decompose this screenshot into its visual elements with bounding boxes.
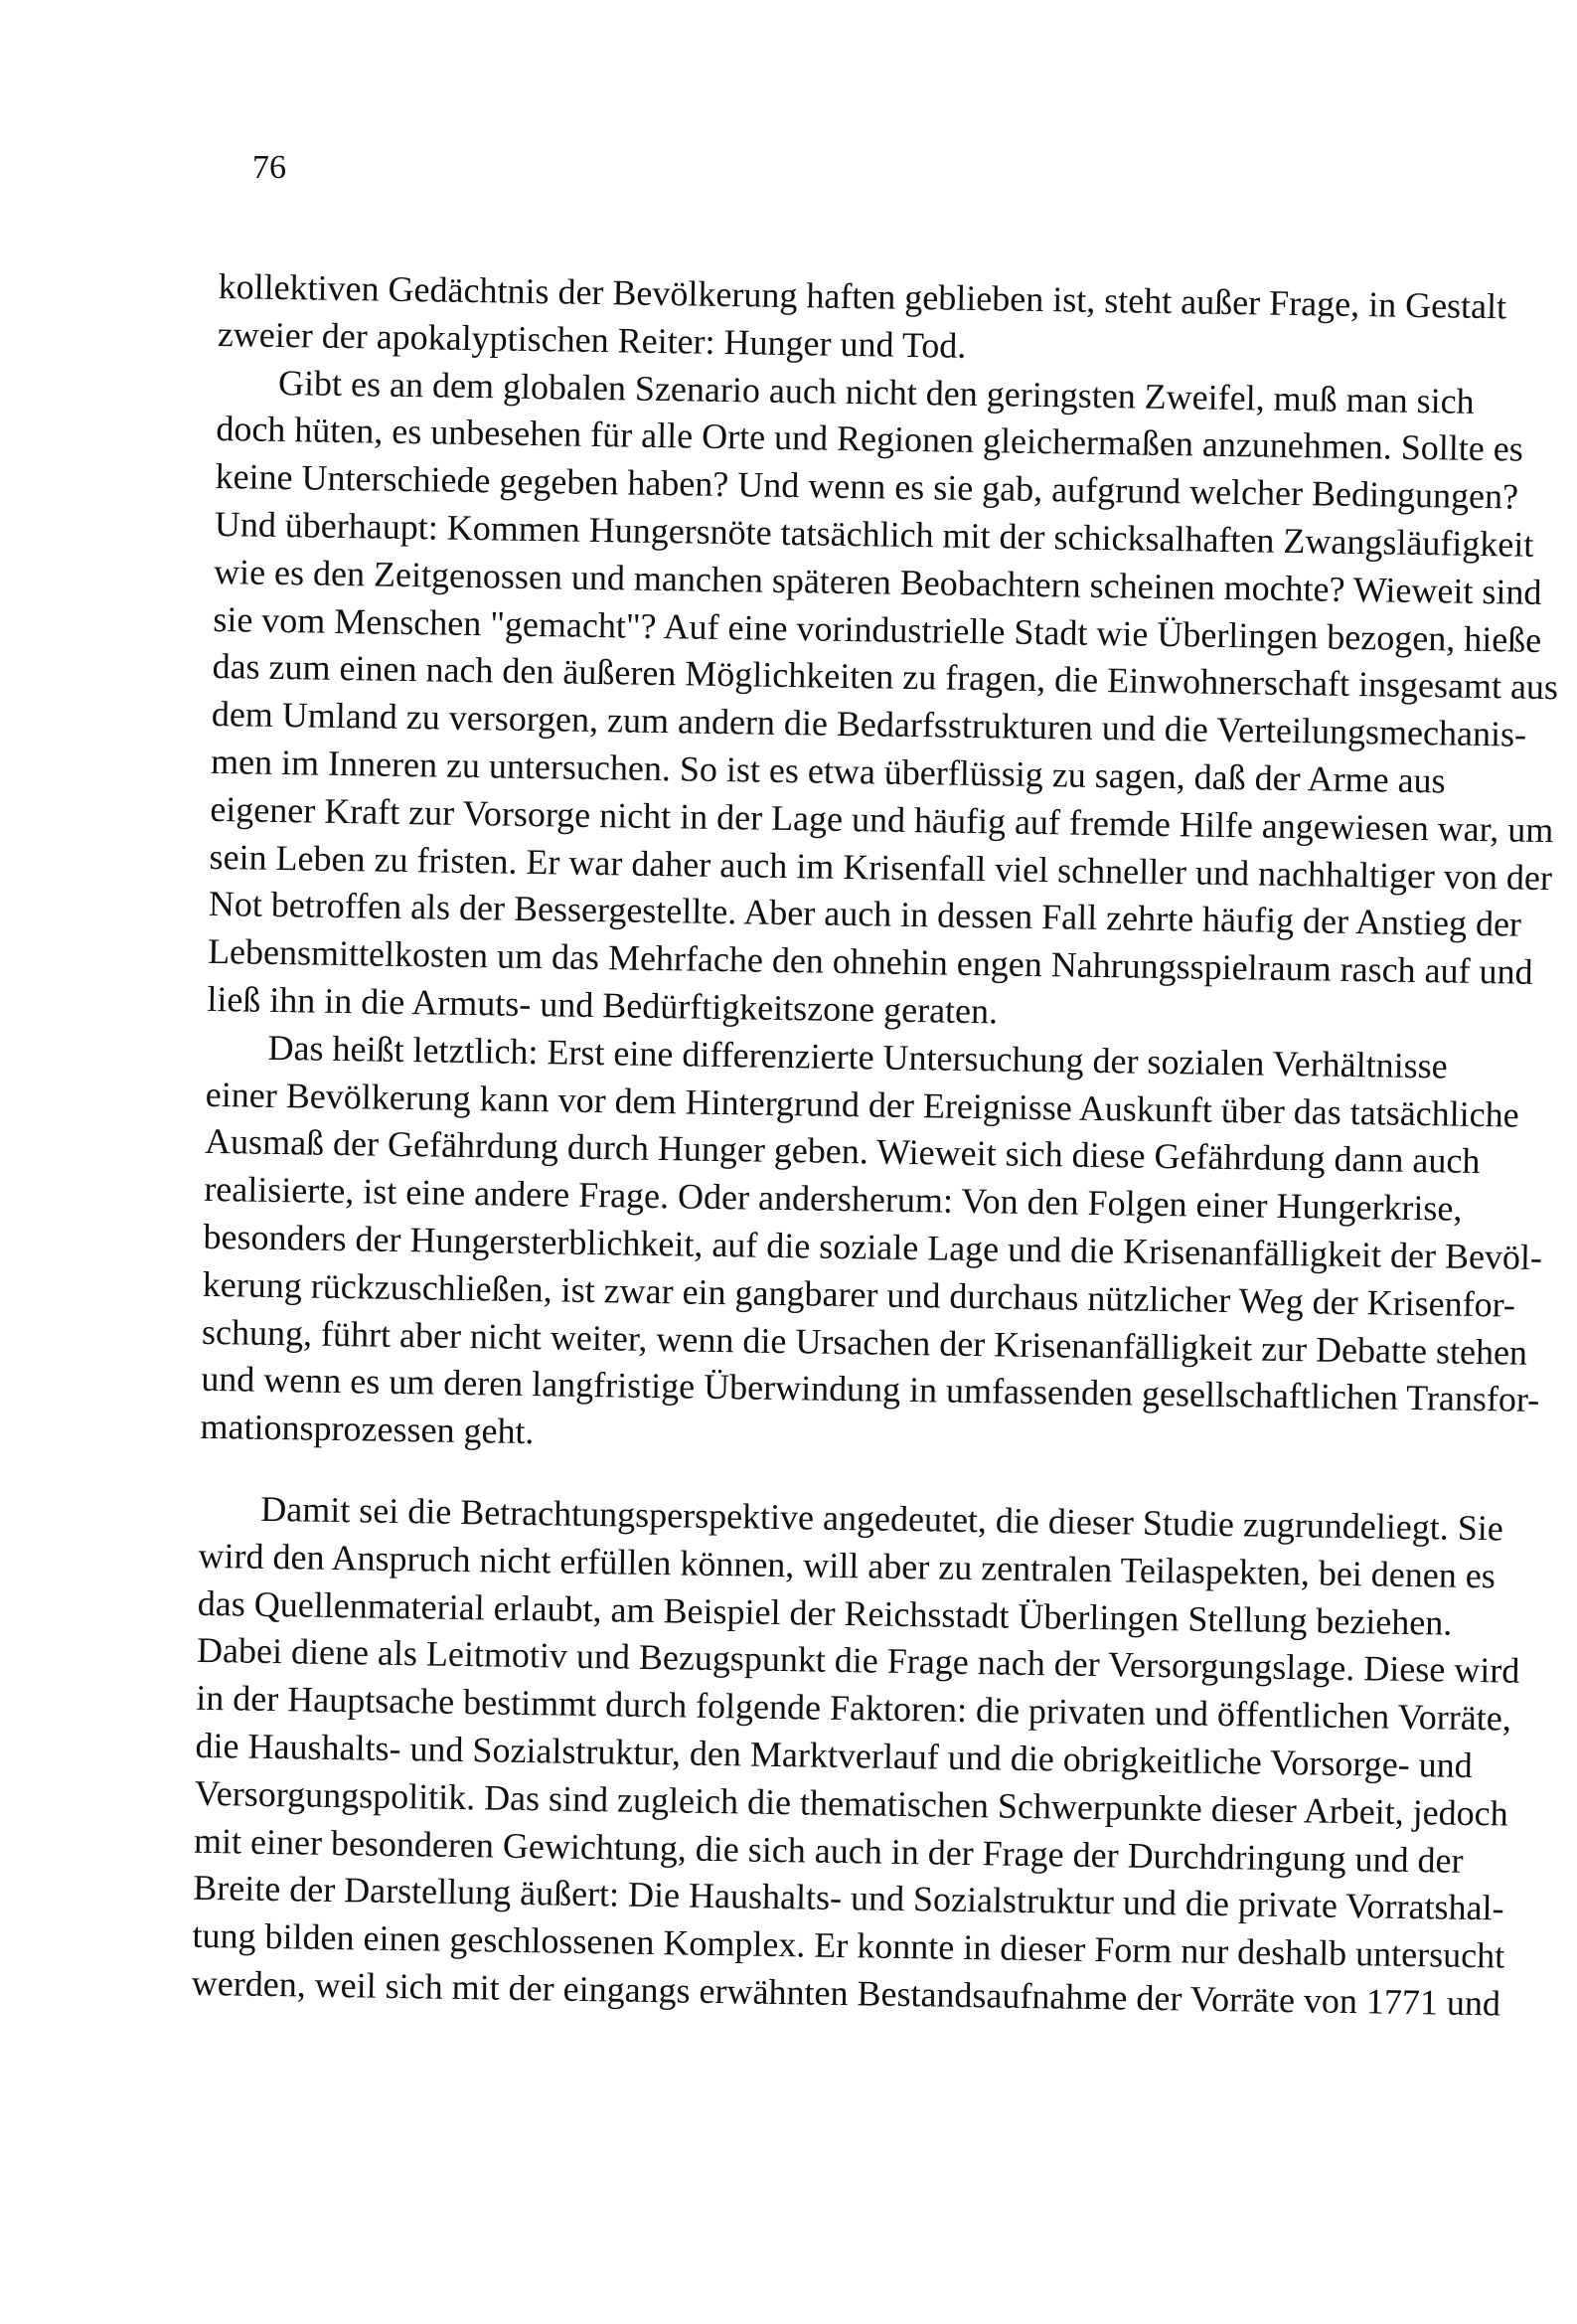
text-line: wird den Anspruch nicht erfüllen können, will aber zu zentralen Teilaspekten, bei denen es — [198, 1535, 1497, 1596]
text-line: besonders der Hungersterblichkeit, auf die soziale Lage und die Krisenanfälligkeit der Bevöl- — [203, 1216, 1543, 1277]
paragraph-3 — [200, 1024, 1543, 1472]
text-line: das zum einen nach den äußeren Möglichkeiten zu fragen, die Einwohnerschaft insgesamt aus — [212, 646, 1559, 708]
text-line: in der Hauptsache bestimmt durch folgende Faktoren: die privaten und öffentlichen Vorräte, — [196, 1677, 1512, 1739]
text-line: tung bilden einen geschlossenen Komplex. Er konnte in dieser Form nur deshalb untersucht — [192, 1914, 1505, 1976]
text-line: mationsprozessen geht. — [200, 1406, 535, 1452]
text-line: doch hüten, es unbesehen für alle Orte und Regionen gleichermaßen anzunehmen. Sollte es — [216, 409, 1524, 470]
text-line: sein Leben zu fristen. Er war daher auch im Krisenfall viel schneller und nachhaltiger von der — [209, 836, 1553, 898]
text-line: werden, weil sich mit der eingangs erwähnten Bestandsaufnahme der Vorräte von 1771 und — [191, 1962, 1501, 2024]
body-text — [191, 263, 1559, 2028]
paragraph-2 — [207, 359, 1559, 1044]
text-line: das Quellenmaterial erlaubt, am Beispiel der Reichsstadt Überlingen Stellung beziehen. — [197, 1582, 1453, 1643]
text-line: die Haushalts- und Sozialstruktur, den Marktverlauf und die obrigkeitliche Vorsorge- und — [195, 1725, 1474, 1785]
text-line: Not betroffen als der Bessergestellte. Aber auch in dessen Fall zehrte häufig der Anstieg der — [208, 884, 1522, 945]
text-line: Gibt es an dem globalen Szenario auch nicht den geringsten Zweifel, muß man sich — [277, 362, 1475, 421]
text-line: Ausmaß der Gefährdung durch Hunger geben. Wieweit sich diese Gefährdung dann auch — [204, 1121, 1481, 1182]
text-line: mit einer besonderen Gewichtung, die sich auch in der Frage der Durchdringung und der — [193, 1820, 1464, 1881]
text-line: dem Umland zu versorgen, zum andern die Bedarfsstrukturen und die Verteilungsmechanis- — [211, 694, 1527, 754]
text-line: sie vom Menschen "gemacht"? Auf eine vorindustrielle Stadt wie Überlingen bezogen, hieße — [213, 598, 1542, 660]
text-line: schung, führt aber nicht weiter, wenn die Ursachen der Krisenanfälligkeit zur Debatte stehen — [201, 1311, 1528, 1373]
text-line: men im Inneren zu untersuchen. So ist es etwa überflüssig zu sagen, daß der Arme aus — [210, 741, 1446, 801]
text-line: Lebensmittelkosten um das Mehrfache den ohnehin engen Nahrungsspielraum rasch auf und — [207, 931, 1533, 993]
text-line: eigener Kraft zur Vorsorge nicht in der Lage und häufig auf fremde Hilfe angewiesen war, um — [210, 788, 1554, 850]
text-line: Damit sei die Betrachtungsperspektive angedeutet, die dieser Studie zugrundeliegt. Sie — [260, 1488, 1504, 1549]
text-line: Das heißt letztlich: Erst eine differenzierte Untersuchung der sozialen Verhältnisse — [267, 1027, 1449, 1086]
text-line: einer Bevölkerung kann vor dem Hintergrund der Ereignisse Auskunft über das tatsächliche — [205, 1074, 1519, 1135]
text-line: realisierte, ist eine andere Frage. Oder andersherum: Von den Folgen einer Hungerkrise, — [204, 1169, 1463, 1229]
text-line: ließ ihn in die Armuts- und Bedürftigkeitszone geraten. — [207, 978, 999, 1032]
text-line: und wenn es um deren langfristige Überwindung in umfassenden gesellschaftlichen Transfor- — [201, 1359, 1540, 1420]
text-line: keine Unterschiede gegeben haben? Und wenn es sie gab, aufgrund welcher Bedingungen? — [215, 456, 1519, 517]
paragraph-4 — [191, 1485, 1520, 2028]
text-line: Und überhaupt: Kommen Hungersnöte tatsächlich mit der schicksalhaften Zwangsläufigkeit — [214, 503, 1534, 565]
text-line: kollektiven Gedächtnis der Bevölkerung haften geblieben ist, steht außer Frage, in Gestalt — [218, 265, 1507, 327]
text-line: wie es den Zeitgenossen und manchen späteren Beobachtern scheinen mochte? Wieweit sind — [213, 551, 1542, 612]
text-line: kerung rückzuschließen, ist zwar ein gangbarer und durchaus nützlicher Weg der Krisenfor- — [202, 1263, 1516, 1325]
text-line: Breite der Darstellung äußert: Die Haushalts- und Sozialstruktur und die private Vorratshal- — [193, 1868, 1504, 1928]
text-line: Dabei diene als Leitmotiv und Bezugspunkt die Frage nach der Versorgungslage. Diese wird — [196, 1630, 1520, 1692]
text-line: Versorgungspolitik. Das sind zugleich die thematischen Schwerpunkte dieser Arbeit, jedoch — [194, 1772, 1509, 1834]
page-number: 76 — [252, 149, 286, 186]
text-line: zweier der apokalyptischen Reiter: Hunger und Tod. — [217, 313, 967, 366]
